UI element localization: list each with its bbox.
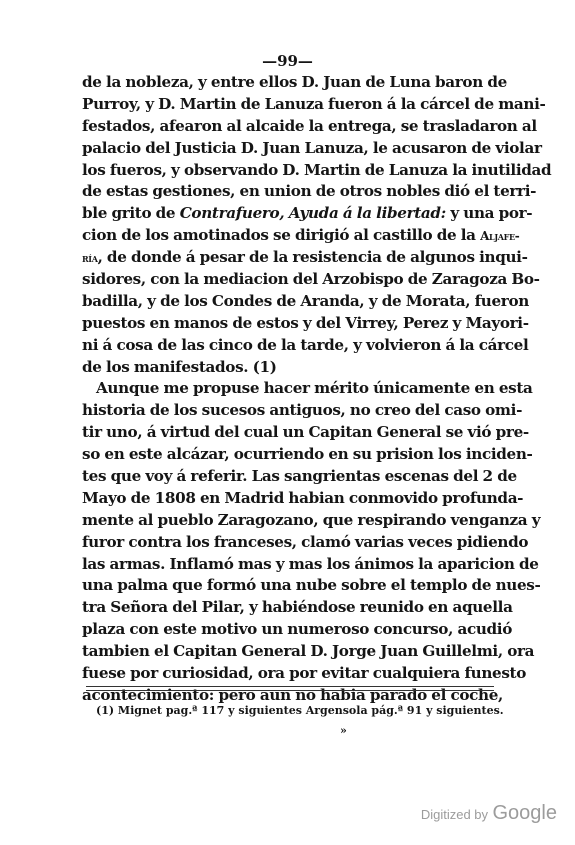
digitized-by-google-watermark bbox=[421, 802, 557, 825]
text-line bbox=[82, 203, 533, 225]
text-line bbox=[82, 116, 537, 138]
text-segment: historia de los sucesos antiguos, no creo del caso omi- bbox=[82, 401, 523, 420]
text-segment: palacio del Justicia D. Juan Lanuza, le acusaron de violar bbox=[82, 138, 542, 157]
text-line bbox=[82, 313, 529, 335]
text-line bbox=[82, 619, 512, 641]
text-line bbox=[82, 225, 520, 247]
text-segment: una palma que formó una nube sobre el templo de nues- bbox=[82, 576, 541, 595]
text-line bbox=[82, 291, 529, 313]
text-line bbox=[82, 247, 528, 269]
watermark-brand: Google bbox=[492, 802, 557, 824]
text-line bbox=[82, 400, 523, 422]
text-segment: , de donde á pesar de la resistencia de algunos inqui- bbox=[97, 248, 528, 267]
text-segment: Purroy, y D. Martin de Lanuza fueron á la cárcel de mani- bbox=[82, 94, 546, 113]
text-segment: ni á cosa de las cinco de la tarde, y volvieron á la cárcel bbox=[82, 335, 529, 354]
text-segment: las armas. Inflamó mas y mas los ánimos la aparicion de bbox=[82, 554, 539, 573]
footnote-rule-bottom bbox=[86, 690, 494, 691]
text-segment: fuese por curiosidad, ora por evitar cualquiera funesto bbox=[82, 664, 526, 683]
text-line bbox=[82, 663, 526, 685]
text-segment: puestos en manos de estos y del Virrey, Perez y Mayori- bbox=[82, 313, 529, 332]
text-segment: Aljafe- bbox=[480, 229, 520, 244]
page-number: —99— bbox=[262, 52, 313, 70]
text-segment: de estas gestiones, en union de otros nobles dió el terri- bbox=[82, 182, 537, 201]
watermark-prefix: Digitized by bbox=[420, 807, 489, 822]
text-segment: tir uno, á virtud del cual un Capitan General se vió pre- bbox=[82, 423, 529, 442]
text-segment: tes que voy á referir. Las sangrientas escenas del 2 de bbox=[82, 467, 517, 486]
text-line bbox=[82, 554, 539, 576]
text-segment: so en este alcázar, ocurriendo en su prision los inciden- bbox=[82, 445, 533, 464]
text-line bbox=[82, 597, 513, 619]
text-segment: furor contra los franceses, clamó varias veces pidiendo bbox=[82, 532, 529, 551]
text-segment: de la nobleza, y entre ellos D. Juan de Luna baron de bbox=[82, 73, 507, 91]
text-line bbox=[82, 444, 533, 466]
text-segment: tra Señora del Pilar, y habiéndose reunido en aquella bbox=[82, 598, 513, 617]
text-line bbox=[82, 575, 541, 597]
body-text bbox=[82, 72, 552, 707]
text-line bbox=[82, 72, 507, 94]
text-segment: de los manifestados. (1) bbox=[82, 357, 277, 376]
text-line bbox=[82, 488, 524, 510]
text-segment: festados, afearon al alcaide la entrega, se trasladaron al bbox=[82, 116, 537, 135]
text-line bbox=[82, 641, 535, 663]
text-segment: los fueros, y observando D. Martin de Lanuza la inutilidad bbox=[82, 160, 552, 179]
text-segment: Aunque me propuse hacer mérito únicamente en esta bbox=[96, 379, 533, 398]
text-line bbox=[82, 138, 542, 160]
footnote-continuation-mark: » bbox=[340, 724, 347, 737]
text-segment: badilla, y de los Condes de Aranda, y de Morata, fueron bbox=[82, 291, 529, 310]
text-segment: y una por- bbox=[445, 204, 533, 223]
text-line bbox=[82, 181, 537, 203]
text-segment: tambien el Capitan General D. Jorge Juan Guillelmi, ora bbox=[82, 642, 535, 661]
text-line bbox=[82, 378, 533, 400]
text-line bbox=[82, 510, 541, 532]
text-line bbox=[82, 335, 529, 357]
footnote: (1) Mignet pag.ª 117 y siguientes Argensola pág.ª 91 y siguientes. bbox=[96, 704, 504, 717]
text-segment: plaza con este motivo un numeroso concurso, acudió bbox=[82, 620, 512, 639]
text-line bbox=[82, 422, 529, 444]
text-segment: Mayo de 1808 en Madrid habian conmovido profunda- bbox=[82, 488, 524, 507]
text-segment: ble grito de bbox=[82, 204, 180, 223]
text-line bbox=[82, 357, 496, 379]
text-line bbox=[82, 466, 517, 488]
text-line bbox=[82, 532, 529, 554]
text-segment: cion de los amotinados se dirigió al castillo de la bbox=[82, 226, 481, 245]
footnote-rule-top bbox=[86, 686, 494, 687]
text-segment: mente al pueblo Zaragozano, que respirando venganza y bbox=[82, 510, 541, 529]
text-line bbox=[82, 160, 552, 182]
text-line bbox=[82, 94, 546, 116]
text-segment: sidores, con la mediacion del Arzobispo de Zaragoza Bo- bbox=[82, 270, 540, 289]
text-segment: Contrafuero, Ayuda á la libertad: bbox=[179, 204, 446, 223]
text-segment: ría bbox=[82, 251, 98, 266]
text-line bbox=[82, 269, 540, 291]
text-segment: acontecimiento: pero aun no habia parado el coche, bbox=[82, 685, 503, 704]
